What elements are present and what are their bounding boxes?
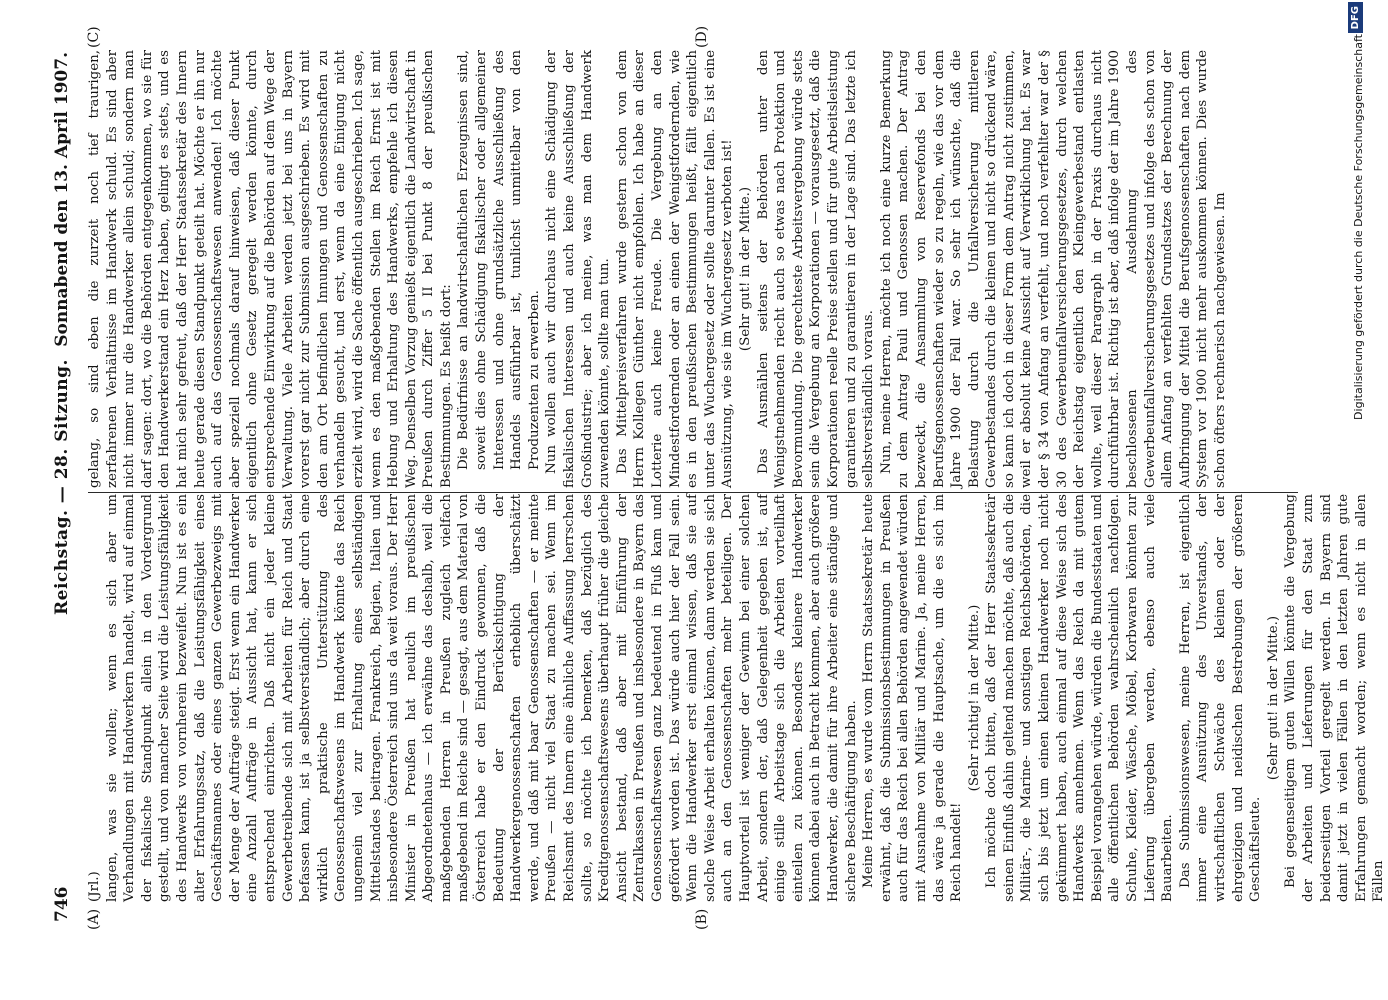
page-number: 746 [52,886,72,922]
interjection: (Sehr gut! in der Mitte.) [737,186,753,352]
paragraph: langen, was sie wollen; wenn es sich aber um Verhandlungen mit Handwerkern handelt, wird auf einmal der fiskalische Standpunkt allein in den Vordergrund gestellt, und von mancher Seite wird die Leistungsfähigkeit des Handwerks von vornherein bezweifelt. Nun ist es ein alter Erfahrungssatz, daß die Leistungsfähigkeit eines Geschäftsmannes oder eines ganzen Gewerbezweigs mit der Menge der Aufträge steigt. Erst wenn ein Handwerker eine Anzahl Aufträge in Aussicht hat, kann er sich entsprechend einrichten. Daß nicht ein jeder kleine Gewerbetreibende sich mit Arbeiten für Reich und Staat befassen kann, ist ja selbstverständlich; aber durch eine wirklich praktische Unterstützung des Genossenschaftswesens im Handwerk könnte das Reich ungemein viel zur Erhaltung eines selbständigen Mittelstandes beitragen. Frankreich, Belgien, Italien und insbesondere Österreich sind uns da weit voraus. Der Herr Minister in Preußen hat neulich im preußischen Abgeordnetenhaus — ich erwähne das deshalb, weil die maßgebenden Herren in Preußen zugleich vielfach maßgebend im Reiche sind — gesagt, aus dem Material von Österreich habe er den Eindruck gewonnen, daß die Bedeutung der Berücksichtigung der Handwerkergenossenschaften erheblich überschätzt werde, und daß mit baar Genossenschaften — er meinte Preußen — nicht viel Staat zu machen sei. Wenn im Reichsamt des Innern eine ähnliche Auffassung herrschen sollte, so möchte ich bemerken, daß bezüglich des Kreditgenossenschaftswesens überhaupt früher die gleiche Ansicht bestand, daß aber mit Einführung der Zentralkassen in Preußen und insbesondere in Bayern das Genossenschaftswesen ganz bedeutend in Fluß kam und gefördert worden ist. Das würde auch hier der Fall sein. Wenn die Handwerker erst einmal wissen, daß sie auf solche Weise Arbeit erhalten können, dann werden sie sich auch an den Genossenschaften mehr beteiligen. Der Hauptvorteil ist weniger der Gewinn bei einer solchen Arbeit, sondern der, daß Gelegenheit gegeben ist, auf einige stille Arbeitstage sich die Arbeiten vorteilhaft einteilen zu können. Besonders kleinere Handwerker können dabei auch in Betracht kommen, aber auch größere Handwerker, die damit für ihre Arbeiter eine ständige und sichere Beschäftigung haben. [104,494,859,902]
running-title: Reichstag. — 28. Sitzung. [52,359,72,615]
session-date: Sonnabend den 13. April 1907. [52,52,72,347]
right-text-column [86,50,1230,488]
funding-credit: Digitalisierung gefördert durch die Deutsche Forschungsgemeinschaft [1352,34,1365,420]
paragraph: Das Ausmählen seitens der Behörden unter den Wenigstnehmenden riecht auch so etwas nach Protektion und Bevormundung. Die gerechteste Arbeitsvergebung würde stets sein die Vergebung an Korporationen — vorausgesetzt, daß die Korporationen reelle Preise stellen und für gute Arbeitsleistung garantieren und zu garantieren in der Lage sind. Das letzte ich selbstverständlich voraus. [755,50,877,488]
page-header [52,52,78,922]
paragraph: Nun, meine Herren, möchte ich noch eine kurze Bemerkung zu dem Antrag Pauli und Genossen machen. Der Antrag bezweckt, die Ansammlung von Reservefonds bei den Berufsgenossenschaften wieder so zu regeln, wie das vor dem Jahre 1900 der Fall war. So sehr ich wünschte, daß die Belastung durch die Unfallversicherung mittleren Gewerbestandes durch die kleinen und nicht so drückend wäre, so kann ich doch in dieser Form dem Antrag nicht zustimmen, weil er absolut keine Aussicht auf Verwirklichung hat. Es war der § 34 von Anfang an verfehlt, und noch verfehlter war der § 30 des Gewerbeunfallversicherungsgesetzes, durch welchen der Reichstag eigentlich den Kleingewerbestand entlasten wollte, weil dieser Paragraph in der Praxis durchaus nicht durchführbar ist. Richtig ist aber, daß infolge der im Jahre 1900 beschlossenen Ausdehnung des Gewerbeunfallversicherungsgesetzes und infolge des schon von allem Anfang an verfehlten Grundsatzes der Berechnung der Aufbringung der Mittel die Berufsgenossenschaften nach dem System vor 1900 nicht mehr auskommen können. Dies wurde schon öfters rechnerisch nachgewiesen. Im [878,50,1228,488]
quoted-regulation: Die Bedürfnisse an landwirtschaftlichen Erzeugnissen sind, soweit dies ohne Schädigung fiskalischer oder allgemeiner Interessen und ohne grundsätzliche Ausschließung des Handels ausführbar ist, tunlichst unmittelbar von den Produzenten zu erwerben. [456,50,542,470]
margin-mark-b: (B) [694,908,710,930]
speaker-tag: (Jrl.) [87,871,102,902]
margin-mark-d: (D) [694,25,710,48]
interjection: (Sehr richtig! in der Mitte.) [966,604,982,792]
paragraph: Das Mittelpreisverfahren wurde gestern schon von dem Herrn Kollegen Günther nicht empfohlen. Ich habe an dieser Lotterie auch keine Freude. Die Vergebung an den Mindestfordernden oder an einen der Wenigstfordernden, wie es in den preußischen Bestimmungen heißt, fällt eigentlich unter das Wuchergesetz oder sollte darunter fallen. Es ist eine Ausnützung, wie sie im Wuchergesetz verboten ist! [614,50,736,488]
digitization-footer [1344,0,1374,1000]
margin-mark-a: (A) [86,908,102,930]
column-divider [88,492,1298,493]
paragraph: gelang, so sind eben die zurzeit noch tief traurigen, zerfahrenen Verhältnisse im Handwerk schuld. Es sind aber nicht immer nur die Handwerker allein schuld; sondern man darf sagen: dort, wo die Behörden entgegenkommen, wo sie für den Handwerkerstand ein Herz haben, gelingt es stets, und es hat mich sehr gefreut, daß der Herr Staatssekretär des Innern heute gerade diesen Standpunkt geteilt hat. Möchte er ihn nur auch auf das Genossenschaftswesen anwenden! Ich möchte aber speziell nochmals darauf hinweisen, daß dieser Punkt eigentlich ohne Gesetz geregelt werden könnte, durch entsprechende Einwirkung auf die Behörden auf dem Wege der Verwaltung. Viele Arbeiten werden jetzt bei uns in Bayern vorerst gar nicht zur Submission ausgeschrieben. Es wird mit den am Ort befindlichen Innungen und Genossenschaften zu verhandeln gesucht, und erst, wenn da eine Einigung nicht erzielt wird, wird die Sache öffentlich ausgeschrieben. Ich sage, wenn es den maßgebenden Stellen im Reich Ernst ist mit Hebung und Erhaltung des Handwerks, empfehle ich diesen Weg. Denselben Vorzug genießt eigentlich die Landwirtschaft in Preußen durch Ziffer 5 II bei Punkt 8 der preußischen Bestimmungen. Es heißt dort: [87,50,454,488]
paragraph: Nun wollen auch wir durchaus nicht eine Schädigung der fiskalischen Interessen und auch keine Ausschließung der Großindustrie; aber ich meine, was man dem Handwerk zuwenden könnte, sollte man tun. [544,50,613,488]
margin-mark-c: (C) [86,26,102,48]
dfg-logo: DFG [1348,2,1363,33]
paragraph: Bei gegenseitigem guten Willen könnte die Vergebung der Arbeiten und Lieferungen für den Staat zum beiderseitigen Vorteil geregelt werden. In Bayern sind damit jetzt in vielen Fällen in den letzten Jahren gute Erfahrungen gemacht worden; wenn es nicht in allen Fällen [1283,494,1387,902]
paragraph: Das Submissionswesen, meine Herren, ist eigentlich immer eine Ausnützung des Unverstands, der wirtschaftlichen Schwäche des kleinen oder der ehrgeizigen und neidischen Bestrebungen der größeren Geschäftsleute. [1177,494,1264,902]
left-text-column [86,494,1388,902]
paragraph: Meine Herren, es wurde vom Herrn Staatssekretär heute erwähnt, daß die Submissionsbestimmungen in Preußen auch für das Reich bei allen Behörden angewendet würden mit Ausnahme von Militär und Marine. Ja, meine Herren, das wäre ja gerade die Hauptsache, um die es sich im Reich handelt! [861,494,965,902]
paragraph: Ich möchte doch bitten, daß der Herr Staatssekretär seinen Einfluß dahin geltend machen möchte, daß auch die Militär-, die Marine- und sonstigen Reichsbehörden, die sich bis jetzt um einen kleinen Handwerker noch nicht gekümmert haben, auch einmal auf diese Weise sich des Handwerks annehmen. Wenn das Reich da mit gutem Beispiel vorangehen würde, würden die Bundesstaaten und alle öffentlichen Behörden wahrscheinlich nachfolgen. Schuhe, Kleider, Wäsche, Möbel, Korbwaren könnten zur Lieferung übergeben werden, ebenso auch viele Bauarbeiten. [984,494,1176,902]
interjection: (Sehr gut! in der Mitte.) [1265,615,1281,781]
